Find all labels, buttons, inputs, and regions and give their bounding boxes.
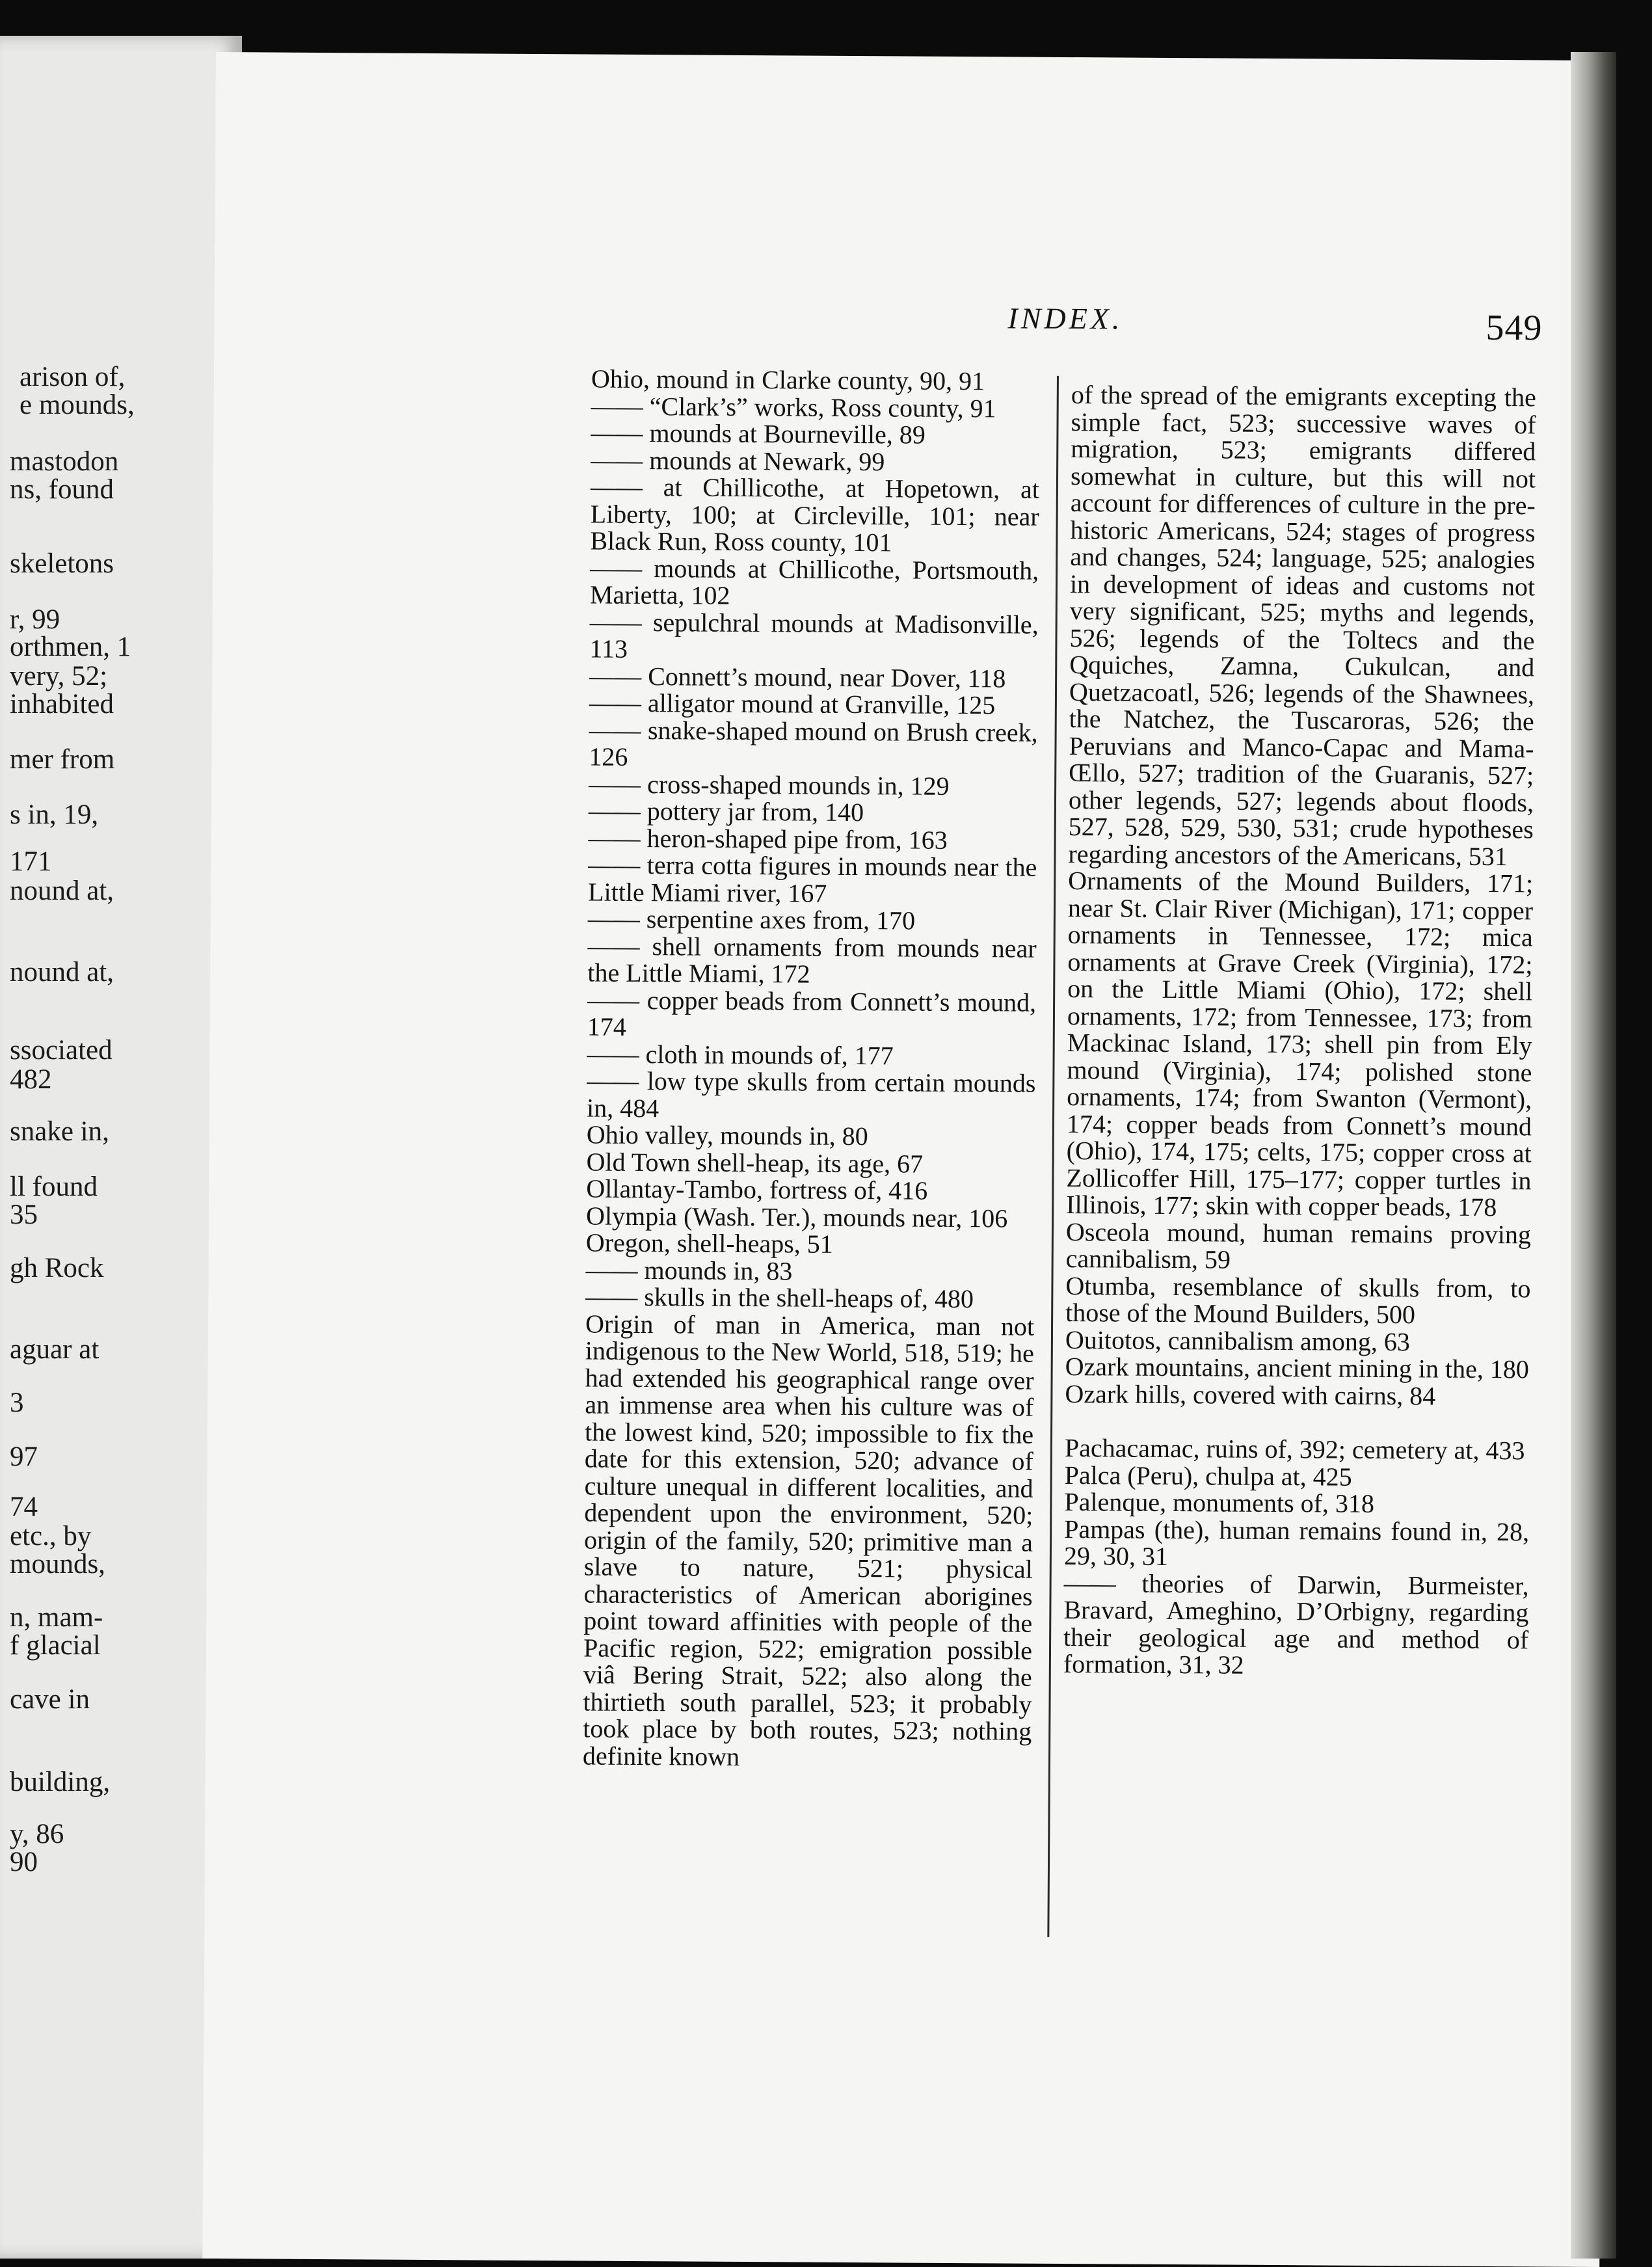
column-divider xyxy=(1047,376,1059,1937)
index-entry: Oregon, shell-heaps, 51 xyxy=(585,1227,833,1259)
index-entry: Otumba, resemblance of skulls from, to those of the Mound Builders, 500 xyxy=(1065,1270,1531,1330)
index-subentry: —— low type skulls from certain mounds in, 484 xyxy=(586,1066,1036,1123)
index-subentry: —— mounds at Bourneville, 89 xyxy=(591,418,926,449)
index-subentry: —— alligator mound at Granville, 125 xyxy=(589,688,996,720)
left-page-fragment: 3 xyxy=(10,1388,24,1418)
left-page-fragment: n, mam- xyxy=(10,1602,103,1633)
left-page-fragment: 35 xyxy=(10,1200,38,1230)
left-page-fragment: snake in, xyxy=(10,1116,109,1147)
left-page-fragment: cave in xyxy=(10,1684,90,1715)
page-edge xyxy=(1571,52,1616,2259)
left-page-fragment: r, 99 xyxy=(10,604,60,635)
left-page-fragment: mastodon xyxy=(10,446,119,477)
index-subentry: —— pottery jar from, 140 xyxy=(588,796,864,827)
index-subentry: —— “Clark’s” works, Ross county, 91 xyxy=(591,391,996,423)
index-subentry: —— mounds at Newark, 99 xyxy=(591,445,885,476)
index-entry: Ozark hills, covered with cairns, 84 xyxy=(1065,1378,1436,1410)
index-entry: of the spread of the emigrants excepting the simple fact, 523; successive waves of migration, 523; emigrants differed somewhat in culture, but this will not account for differences of culture in the pre-historic Americans, 524; stages of progress and changes, 524; language, 525; analogies in development of ideas and customs not very significant, 525; myths and legends, 526; legends of the Toltecs and the Qquiches, Zamna, Cukulcan, and Quetzacoatl, 526; legends of the Shawnees, the Natchez, the Tuscaroras, 526; the Peruvians and Manco-Capac and Mama-Œllo, 527; tradition of the Guaranis, 527; other legends, 527; legends about floods, 527, 528, 529, 530, 531; crude hypotheses regarding ancestors of the Americans, 531 xyxy=(1068,380,1536,871)
left-page-fragment: e mounds, xyxy=(20,390,135,420)
left-page-fragment: mounds, xyxy=(10,1549,105,1579)
left-page-fragment: ssociated xyxy=(10,1035,113,1066)
index-subentry: —— terra cotta figures in mounds near the Little Miami river, 167 xyxy=(587,850,1037,908)
index-subentry: —— cloth in mounds of, 177 xyxy=(587,1039,894,1070)
left-page-fragment: etc., by xyxy=(10,1521,92,1551)
index-subentry: —— sepulchral mounds at Madisonville, 113 xyxy=(589,607,1039,664)
entry-gap xyxy=(1065,1407,1530,1437)
index-subentry: —— heron-shaped pipe from, 163 xyxy=(588,823,948,855)
index-entry: Palca (Peru), chulpa at, 425 xyxy=(1064,1460,1352,1492)
left-page-fragment: ns, found xyxy=(10,474,114,505)
left-page-fragment: 97 xyxy=(10,1442,38,1472)
running-header: INDEX. xyxy=(1007,301,1123,336)
index-subentry: —— Connett’s mound, near Dover, 118 xyxy=(589,661,1006,693)
index-subentry: —— snake-shaped mound on Brush creek, 126 xyxy=(589,715,1038,771)
index-subentry: —— theories of Darwin, Burmeister, Bravard, Ameghino, D’Orbigny, regarding their geological age and method of formation, 31, 32 xyxy=(1063,1568,1529,1680)
index-entry: Olympia (Wash. Ter.), mounds near, 106 xyxy=(585,1201,1008,1233)
right-page xyxy=(202,52,1613,2267)
index-entry: Old Town shell-heap, its age, 67 xyxy=(586,1147,924,1179)
index-column-right xyxy=(1063,381,1536,1680)
index-subentry: —— cross-shaped mounds in, 129 xyxy=(589,769,950,801)
left-page-fragment: skeletons xyxy=(10,548,114,579)
index-entry: Pampas (the), human remains found in, 28, 29, 30, 31 xyxy=(1063,1514,1530,1571)
left-page-fragment: aguar at xyxy=(10,1334,100,1365)
index-entry: Ohio valley, mounds in, 80 xyxy=(586,1120,868,1151)
left-page-fragment: 482 xyxy=(10,1064,52,1095)
index-entry: Pachacamac, ruins of, 392; cemetery at, 433 xyxy=(1064,1433,1525,1466)
left-page-fragment: orthmen, 1 xyxy=(10,632,131,662)
left-page-fragment: arison of, xyxy=(20,362,126,392)
left-page-fragment: nound at, xyxy=(10,957,114,987)
left-page-fragment: ll found xyxy=(10,1172,98,1202)
index-subentry: —— shell ornaments from mounds near the Little Miami, 172 xyxy=(587,931,1037,989)
index-entry: Ollantay-Tambo, fortress of, 416 xyxy=(586,1174,928,1205)
index-subentry: —— serpentine axes from, 170 xyxy=(587,904,916,935)
index-entry: Ouitotos, cannibalism among, 63 xyxy=(1065,1324,1411,1356)
index-subentry: —— mounds in, 83 xyxy=(585,1255,793,1285)
index-subentry: —— at Chillicothe, at Hopetown, at Liberty, 100; at Circleville, 101; near Black Run, Ross county, 101 xyxy=(590,472,1040,557)
left-page-fragment: 74 xyxy=(10,1492,38,1522)
index-entry: Ozark mountains, ancient mining in the, 180 xyxy=(1065,1352,1529,1384)
left-page-fragment: 90 xyxy=(10,1847,38,1877)
index-subentry: —— skulls in the shell-heaps of, 480 xyxy=(585,1281,974,1314)
left-page-fragment: 171 xyxy=(10,846,52,877)
left-page-fragment: very, 52; xyxy=(10,661,108,691)
index-subentry: —— mounds at Chillicothe, Portsmouth, Marietta, 102 xyxy=(589,553,1039,610)
left-page-fragment: building, xyxy=(10,1767,111,1797)
left-page-fragment: f glacial xyxy=(10,1630,101,1661)
index-column-left xyxy=(583,366,1040,1772)
left-page-fragment: mer from xyxy=(10,744,115,775)
left-page-fragment: nound at, xyxy=(10,876,114,906)
left-page-fragment: y, 86 xyxy=(10,1819,64,1849)
index-entry: Ohio, mound in Clarke county, 90, 91 xyxy=(591,364,985,396)
index-entry: Palenque, monuments of, 318 xyxy=(1064,1487,1375,1518)
page-number: 549 xyxy=(1485,307,1543,349)
index-entry: Origin of man in America, man not indigenous to the New World, 518, 519; he had extended his geographical range over an immense area when his culture was of the lowest kind, 520; impossible to fix the date for this extension, 520; advance of culture unequal in different localities, and dependent upon the environment, 520; origin of the family, 520; primitive man a slave to nature, 521; physical characteristics of American aborigines point toward affinities with people of the Pacific region, 522; emigration possible viâ Bering Strait, 522; also along the thirtieth south parallel, 523; it probably took place by both routes, 523; nothing definite known xyxy=(582,1309,1035,1771)
index-subentry: —— copper beads from Connett’s mound, 174 xyxy=(587,985,1037,1041)
left-page-fragment: s in, 19, xyxy=(10,799,99,830)
index-entry: Osceola mound, human remains proving cannibalism, 59 xyxy=(1065,1216,1532,1274)
left-page-fragment: gh Rock xyxy=(10,1253,104,1283)
left-page-fragment: inhabited xyxy=(10,689,114,719)
index-entry: Ornaments of the Mound Builders, 171; near St. Clair River (Michigan), 171; copper ornaments in Tennessee, 172; mica ornaments at Grave Creek (Virginia), 172; on the Little Miami (Ohio), 172; shell ornaments, 172; from Tennessee, 173; from Mackinac Island, 173; shell pin from Ely mound (Virginia), 174; polished stone ornaments, 174; from Swanton (Vermont), 174; copper beads from Connett’s mound (Ohio), 174, 175; celts, 175; copper cross at Zollicoffer Hill, 175–177; copper turtles in Illinois, 177; skin with copper beads, 178 xyxy=(1066,866,1534,1222)
